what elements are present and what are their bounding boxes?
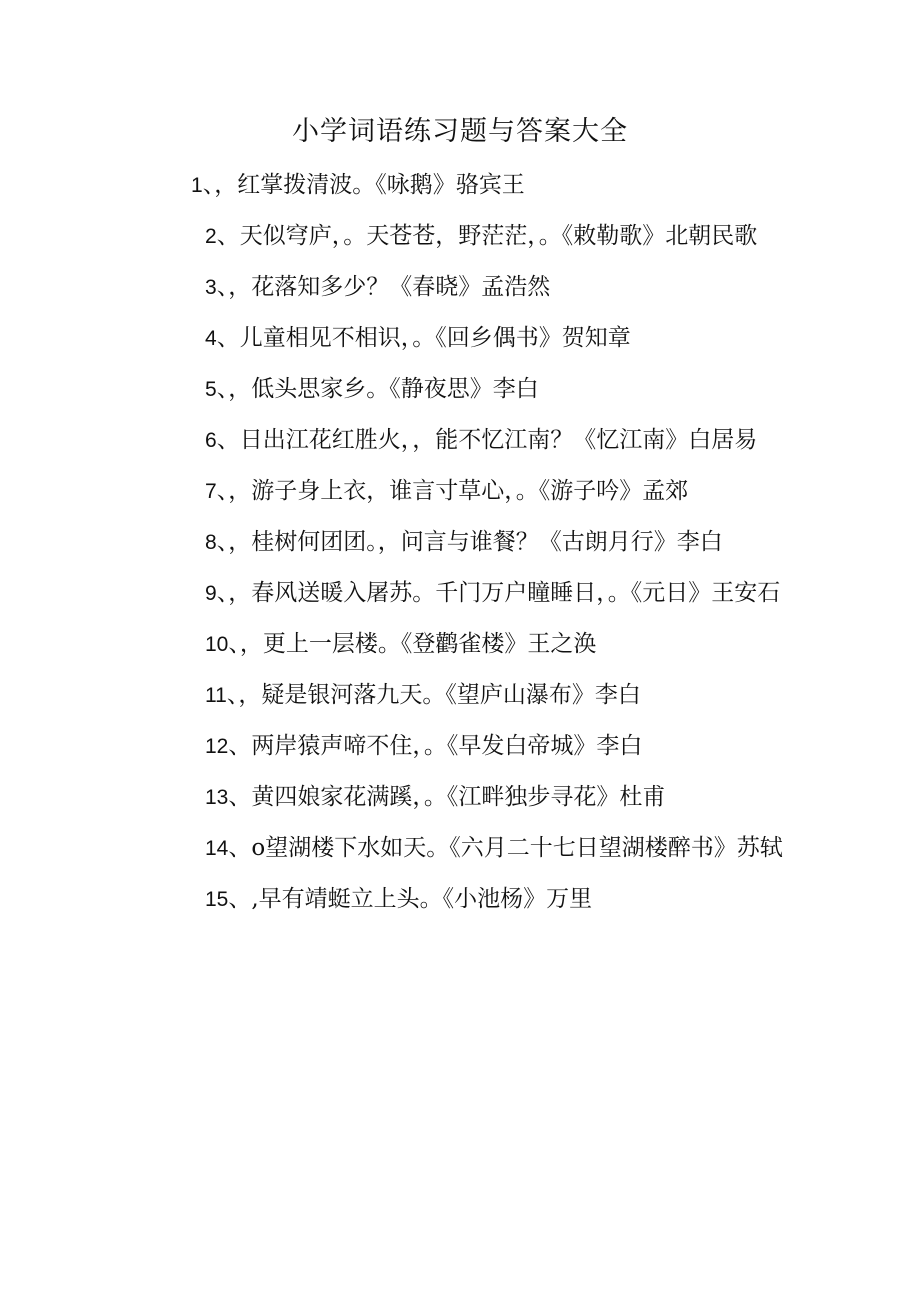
exercise-number: 7 [205, 480, 217, 503]
exercise-item-4 [139, 313, 789, 364]
document-title: 小学词语练习题与答案大全 [292, 116, 628, 147]
exercise-text: 、，花落知多少？《春晓》孟浩然 [216, 274, 551, 300]
exercise-number: 2 [205, 225, 217, 248]
exercise-text: 、儿童相见不相识，。《回乡偶书》贺知章 [216, 325, 631, 351]
exercise-item-6 [139, 415, 789, 466]
exercise-text: 、，游子身上衣，谁言寸草心，。《游子吟》孟郊 [216, 478, 689, 504]
exercise-text: 、，春风送暖入屠苏。千门万户瞳睡日，。《元日》王安石 [216, 580, 781, 606]
exercise-item-5 [139, 364, 789, 415]
exercise-text: 、，红掌拨清波。《咏鹅》骆宾王 [202, 172, 525, 198]
exercise-item-15 [139, 874, 789, 925]
exercise-text: 、，疑是银河落九天。《望庐山瀑布》李白 [226, 682, 641, 708]
exercise-text: 、黄四娘家花满蹊，。《江畔独步寻花》杜甫 [228, 784, 666, 810]
exercise-number: 6 [205, 429, 217, 452]
exercise-item-2 [139, 211, 789, 262]
exercise-item-1 [139, 160, 789, 211]
exercise-number: 13 [205, 786, 229, 809]
exercise-list [139, 160, 789, 925]
exercise-number: 15 [205, 888, 229, 911]
exercise-item-10 [139, 619, 789, 670]
exercise-item-14 [139, 823, 789, 874]
exercise-number: 1 [191, 174, 203, 197]
exercise-number: 9 [205, 582, 217, 605]
exercise-number: 11 [205, 684, 227, 707]
exercise-item-9 [139, 568, 789, 619]
exercise-text: 、，桂树何团团。，问言与谁餐？《古朗月行》李白 [216, 529, 723, 555]
exercise-number: 10 [205, 633, 229, 656]
exercise-item-13 [139, 772, 789, 823]
exercise-item-8 [139, 517, 789, 568]
exercise-item-3 [139, 262, 789, 313]
exercise-number: 8 [205, 531, 217, 554]
exercise-number: 12 [205, 735, 229, 758]
exercise-text: 、，低头思家乡。《静夜思》李白 [216, 376, 539, 402]
exercise-text: 、,早有靖蜓立上头。《小池杨》万里 [228, 886, 593, 912]
exercise-number: 4 [205, 327, 217, 350]
exercise-number: 5 [205, 378, 217, 401]
exercise-item-7 [139, 466, 789, 517]
exercise-text: 、两岸猿声啼不住，。《早发白帝城》李白 [228, 733, 643, 759]
exercise-number: 3 [205, 276, 217, 299]
exercise-text: 、，更上一层楼。《登鹳雀楼》王之涣 [228, 631, 597, 657]
exercise-text: 、o望湖楼下水如天。《六月二十七日望湖楼醉书》苏轼 [228, 835, 783, 861]
exercise-item-11 [139, 670, 789, 721]
exercise-text: 、天似穹庐，。天苍苍，野茫茫，。《敕勒歌》北朝民歌 [216, 223, 758, 249]
exercise-number: 14 [205, 837, 229, 860]
exercise-item-12 [139, 721, 789, 772]
exercise-text: 、日出江花红胜火，，能不忆江南？《忆江南》白居易 [216, 427, 758, 453]
